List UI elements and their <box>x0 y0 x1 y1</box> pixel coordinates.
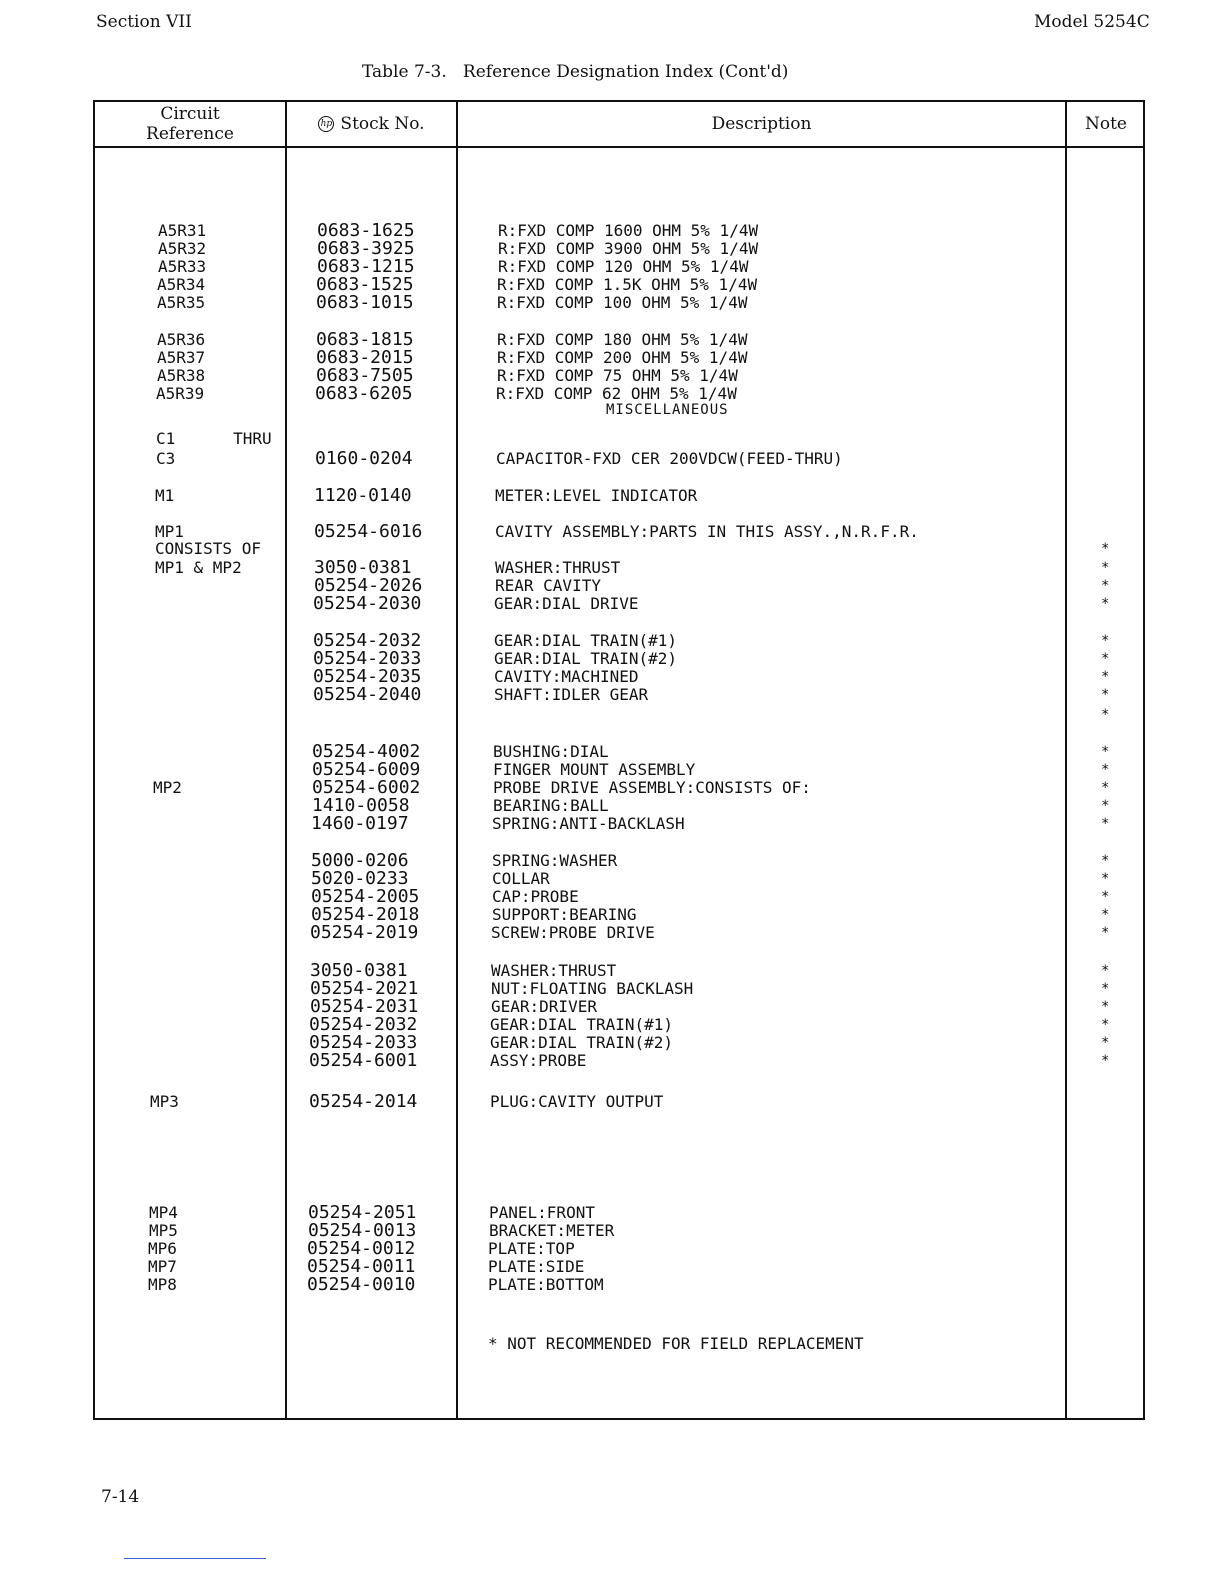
row-description: ASSY:PROBE <box>490 1051 587 1070</box>
header-rule <box>95 146 1143 148</box>
row-note-asterisk: * <box>1101 541 1110 557</box>
row-circuit-reference: CONSISTS OF <box>155 539 261 558</box>
row-description: PANEL:FRONT <box>489 1203 595 1222</box>
row-stock-number: 05254-2026 <box>314 575 423 596</box>
row-description: CAVITY ASSEMBLY:PARTS IN THIS ASSY.,N.R.F.R. <box>495 522 919 541</box>
row-description: PLATE:SIDE <box>488 1257 585 1276</box>
row-circuit-reference: M1 <box>155 486 175 505</box>
row-description: GEAR:DIAL TRAIN(#2) <box>490 1033 674 1052</box>
row-stock-number: 05254-2019 <box>310 922 419 943</box>
row-note-asterisk: * <box>1101 816 1110 832</box>
row-stock-number: 0683-1215 <box>317 256 415 277</box>
row-note-asterisk: * <box>1101 981 1110 997</box>
row-circuit-reference: A5R32 <box>158 239 207 258</box>
row-stock-number: 0683-1815 <box>316 329 414 350</box>
row-note-asterisk: * <box>1101 707 1110 723</box>
row-stock-number: 0683-2015 <box>316 347 414 368</box>
row-description: R:FXD COMP 75 OHM 5% 1/4W <box>497 366 738 385</box>
row-stock-number: 05254-2040 <box>313 684 422 705</box>
row-note-asterisk: * <box>1101 889 1110 905</box>
row-circuit-reference: C1 THRU <box>156 429 272 448</box>
row-circuit-reference: A5R34 <box>157 275 206 294</box>
row-stock-number: 05254-2031 <box>310 996 419 1017</box>
row-stock-number: 0683-1625 <box>317 220 415 241</box>
row-description: SPRING:ANTI-BACKLASH <box>492 814 685 833</box>
footnote: * NOT RECOMMENDED FOR FIELD REPLACEMENT <box>488 1334 864 1353</box>
row-circuit-reference: MP1 & MP2 <box>155 558 242 577</box>
row-description: GEAR:DIAL TRAIN(#2) <box>494 649 678 668</box>
row-description: R:FXD COMP 200 OHM 5% 1/4W <box>497 348 748 367</box>
row-note-asterisk: * <box>1101 687 1110 703</box>
row-stock-number: 05254-0013 <box>308 1220 417 1241</box>
row-stock-number: 05254-2021 <box>310 978 419 999</box>
row-stock-number: 05254-6002 <box>312 777 421 798</box>
row-circuit-reference: MP8 <box>148 1275 177 1294</box>
row-description: BEARING:BALL <box>493 796 609 815</box>
row-description: R:FXD COMP 3900 OHM 5% 1/4W <box>498 239 759 258</box>
row-stock-number: 0683-1525 <box>316 274 414 295</box>
column-header-description: Description <box>711 114 812 134</box>
row-description: R:FXD COMP 1600 OHM 5% 1/4W <box>498 221 759 240</box>
row-note-asterisk: * <box>1101 907 1110 923</box>
column-header-note: Note <box>1084 114 1127 134</box>
model-label: Model 5254C <box>1034 12 1150 32</box>
column-divider <box>1065 102 1067 1418</box>
footer-rule <box>124 1558 266 1559</box>
row-description: BRACKET:METER <box>489 1221 615 1240</box>
row-description: R:FXD COMP 120 OHM 5% 1/4W <box>498 257 749 276</box>
row-circuit-reference: A5R36 <box>157 330 206 349</box>
row-stock-number: 05254-0012 <box>307 1238 416 1259</box>
column-header-circuit-line1: Circuit <box>160 104 220 124</box>
row-description: SUPPORT:BEARING <box>492 905 637 924</box>
row-note-asterisk: * <box>1101 1053 1110 1069</box>
row-description: CAVITY:MACHINED <box>494 667 639 686</box>
row-description: GEAR:DIAL DRIVE <box>494 594 639 613</box>
row-stock-number: 05254-2032 <box>313 630 422 651</box>
row-stock-number: 1460-0197 <box>311 813 409 834</box>
row-stock-number: 05254-2030 <box>313 593 422 614</box>
page-number: 7-14 <box>101 1487 140 1507</box>
row-description: PROBE DRIVE ASSEMBLY:CONSISTS OF: <box>493 778 811 797</box>
row-note-asterisk: * <box>1101 651 1110 667</box>
row-circuit-reference: MP1 <box>155 522 184 541</box>
row-stock-number: 1410-0058 <box>312 795 410 816</box>
row-circuit-reference: A5R39 <box>156 384 205 403</box>
row-circuit-reference: A5R35 <box>157 293 206 312</box>
row-stock-number: 1120-0140 <box>314 485 412 506</box>
row-circuit-reference: A5R31 <box>158 221 207 240</box>
row-description: SPRING:WASHER <box>492 851 618 870</box>
row-note-asterisk: * <box>1101 744 1110 760</box>
row-circuit-reference: A5R38 <box>157 366 206 385</box>
hp-logo-icon: hp <box>318 116 334 132</box>
row-description: R:FXD COMP 1.5K OHM 5% 1/4W <box>497 275 758 294</box>
row-note-asterisk: * <box>1101 1035 1110 1051</box>
row-stock-number: 0683-7505 <box>316 365 414 386</box>
column-header-stock-no <box>287 102 456 146</box>
row-note-asterisk: * <box>1101 1017 1110 1033</box>
row-circuit-reference: C3 <box>156 449 176 468</box>
column-header-stock-label: Stock No. <box>340 114 425 134</box>
row-stock-number: 3050-0381 <box>314 557 412 578</box>
row-description: WASHER:THRUST <box>491 961 617 980</box>
row-stock-number: 5000-0206 <box>311 850 409 871</box>
row-description: COLLAR <box>492 869 550 888</box>
column-divider <box>456 102 458 1418</box>
row-description: PLATE:TOP <box>488 1239 575 1258</box>
row-note-asterisk: * <box>1101 999 1110 1015</box>
row-stock-number: 05254-2033 <box>313 648 422 669</box>
row-circuit-reference: MP7 <box>148 1257 177 1276</box>
section-label: Section VII <box>96 12 192 32</box>
row-stock-number: 05254-2018 <box>311 904 420 925</box>
row-note-asterisk: * <box>1101 669 1110 685</box>
row-stock-number: 0160-0204 <box>315 448 413 469</box>
row-note-asterisk: * <box>1101 578 1110 594</box>
row-circuit-reference: MP4 <box>149 1203 178 1222</box>
miscellaneous-heading: MISCELLANEOUS <box>606 402 729 418</box>
row-stock-number: 05254-2032 <box>309 1014 418 1035</box>
column-header-circuit-line2: Reference <box>146 124 234 144</box>
row-stock-number: 05254-6009 <box>312 759 421 780</box>
row-stock-number: 0683-3925 <box>317 238 415 259</box>
row-description: METER:LEVEL INDICATOR <box>495 486 698 505</box>
row-circuit-reference: MP2 <box>153 778 182 797</box>
row-description: PLUG:CAVITY OUTPUT <box>490 1092 664 1111</box>
row-description: WASHER:THRUST <box>495 558 621 577</box>
row-description: FINGER MOUNT ASSEMBLY <box>493 760 696 779</box>
row-description: SCREW:PROBE DRIVE <box>491 923 655 942</box>
row-description: R:FXD COMP 100 OHM 5% 1/4W <box>497 293 748 312</box>
row-description: SHAFT:IDLER GEAR <box>494 685 649 704</box>
row-description: R:FXD COMP 180 OHM 5% 1/4W <box>497 330 748 349</box>
table-caption: Table 7-3. Reference Designation Index (Cont'd) <box>362 62 789 82</box>
row-description: GEAR:DIAL TRAIN(#1) <box>494 631 678 650</box>
row-description: NUT:FLOATING BACKLASH <box>491 979 694 998</box>
row-description: BUSHING:DIAL <box>493 742 609 761</box>
row-stock-number: 3050-0381 <box>310 960 408 981</box>
row-description: CAPACITOR-FXD CER 200VDCW(FEED-THRU) <box>496 449 843 468</box>
row-stock-number: 05254-0010 <box>307 1274 416 1295</box>
row-description: GEAR:DIAL TRAIN(#1) <box>490 1015 674 1034</box>
row-note-asterisk: * <box>1101 871 1110 887</box>
row-stock-number: 05254-4002 <box>312 741 421 762</box>
row-description: CAP:PROBE <box>492 887 579 906</box>
row-stock-number: 5020-0233 <box>311 868 409 889</box>
row-circuit-reference: A5R33 <box>158 257 207 276</box>
row-note-asterisk: * <box>1101 633 1110 649</box>
row-stock-number: 05254-2051 <box>308 1202 417 1223</box>
row-stock-number: 05254-2035 <box>313 666 422 687</box>
row-description: PLATE:BOTTOM <box>488 1275 604 1294</box>
row-note-asterisk: * <box>1101 925 1110 941</box>
row-circuit-reference: A5R37 <box>157 348 206 367</box>
row-stock-number: 0683-6205 <box>315 383 413 404</box>
row-circuit-reference: MP6 <box>148 1239 177 1258</box>
row-description: GEAR:DRIVER <box>491 997 597 1016</box>
row-note-asterisk: * <box>1101 560 1110 576</box>
row-circuit-reference: MP3 <box>150 1092 179 1111</box>
row-note-asterisk: * <box>1101 762 1110 778</box>
row-stock-number: 05254-6001 <box>309 1050 418 1071</box>
column-divider <box>285 102 287 1418</box>
row-stock-number: 0683-1015 <box>316 292 414 313</box>
row-note-asterisk: * <box>1101 596 1110 612</box>
row-note-asterisk: * <box>1101 963 1110 979</box>
row-stock-number: 05254-2005 <box>311 886 420 907</box>
row-description: REAR CAVITY <box>495 576 601 595</box>
row-stock-number: 05254-6016 <box>314 521 423 542</box>
row-stock-number: 05254-2033 <box>309 1032 418 1053</box>
row-stock-number: 05254-0011 <box>307 1256 416 1277</box>
row-note-asterisk: * <box>1101 798 1110 814</box>
row-description: R:FXD COMP 62 OHM 5% 1/4W <box>496 384 737 403</box>
row-note-asterisk: * <box>1101 780 1110 796</box>
row-circuit-reference: MP5 <box>149 1221 178 1240</box>
row-note-asterisk: * <box>1101 853 1110 869</box>
column-header-circuit-reference <box>95 102 285 146</box>
row-stock-number: 05254-2014 <box>309 1091 418 1112</box>
